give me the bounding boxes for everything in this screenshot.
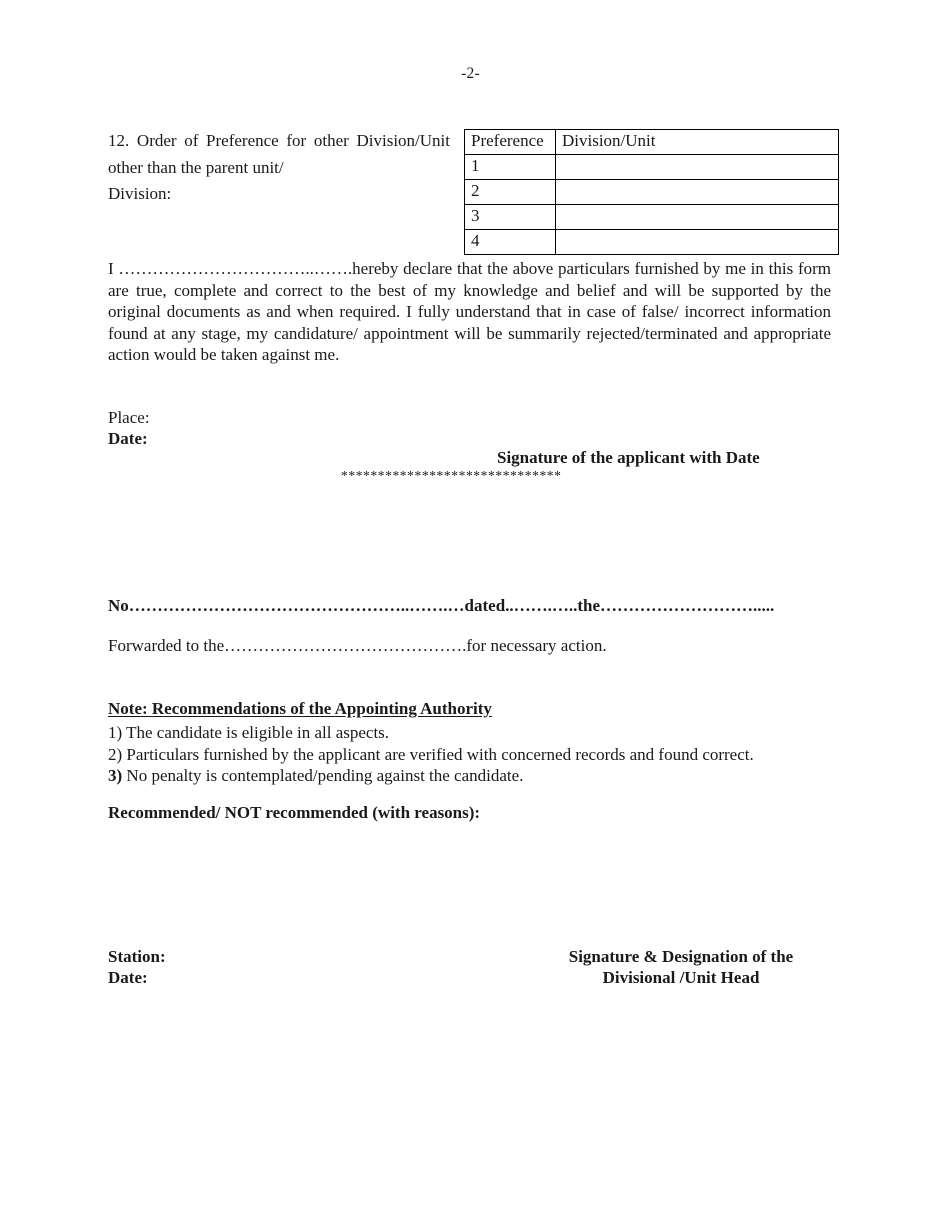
footer-date-label: Date: <box>108 968 148 987</box>
cell-preference: 3 <box>465 205 556 230</box>
cell-preference: 4 <box>465 230 556 255</box>
declaration-paragraph: I ……………………………..…….hereby declare that the above particulars furnished by me in this form are true, complete and correct to the best of my knowledge and belief and will be supported by the original documents as and when required. I fully understand that in case of false/ incorrect information found at any stage, my candidature/ appointment will be summarily rejected/terminated and appropriate action would be taken against me. <box>108 259 831 364</box>
list-item-text: Particulars furnished by the applicant are verified with concerned records and found correct. <box>122 744 754 764</box>
list-item-text: No penalty is contemplated/pending against the candidate. <box>122 766 524 785</box>
question-12-line-1: 12. Order of Preference for other <box>108 131 349 150</box>
column-header-preference: Preference <box>465 130 556 155</box>
asterisk-separator: ****************************** <box>341 468 562 483</box>
head-signature-line-2: Divisional /Unit Head <box>602 968 760 987</box>
cell-division-unit[interactable] <box>556 155 839 180</box>
table-row <box>465 230 839 255</box>
column-header-division-unit: Division/Unit <box>556 130 839 155</box>
list-item-text: The candidate is eligible in all aspects. <box>122 723 390 742</box>
table-row <box>465 205 839 230</box>
applicant-signature-label: Signature of the applicant with Date <box>497 448 760 467</box>
recommended-or-not-line: Recommended/ NOT recommended (with reasons): <box>108 803 481 822</box>
reference-number-line: No…………………………………………..…….…dated..…….…..the………………………..... <box>108 596 775 615</box>
list-item-marker: 3) <box>108 766 123 785</box>
list-item-marker: 1) <box>108 723 123 742</box>
question-12-line-3: Division: <box>108 184 172 203</box>
cell-division-unit[interactable] <box>556 205 839 230</box>
cell-division-unit[interactable] <box>556 230 839 255</box>
head-signature-block <box>536 946 826 988</box>
list-item <box>108 765 868 787</box>
cell-preference: 1 <box>465 155 556 180</box>
table-header-row <box>465 130 839 155</box>
list-item-marker: 2) <box>108 744 123 764</box>
forwarded-to-line: Forwarded to the…………………………………….for necessary action. <box>108 636 607 655</box>
question-12-line-2: Division/Unit other than the parent unit/ <box>108 131 450 177</box>
date-label: Date: <box>108 429 148 448</box>
head-signature-line-1: Signature & Designation of the <box>568 947 794 966</box>
preference-table <box>464 129 839 255</box>
list-item <box>108 744 868 766</box>
place-label: Place: <box>108 408 150 427</box>
page-number: -2- <box>461 65 480 82</box>
table-row <box>465 155 839 180</box>
note-heading: Note: Recommendations of the Appointing Authority <box>108 699 492 718</box>
list-item <box>108 722 868 744</box>
recommendation-list <box>108 722 868 787</box>
question-12-text <box>108 128 450 208</box>
cell-division-unit[interactable] <box>556 180 839 205</box>
table-row <box>465 180 839 205</box>
cell-preference: 2 <box>465 180 556 205</box>
station-label: Station: <box>108 947 166 966</box>
